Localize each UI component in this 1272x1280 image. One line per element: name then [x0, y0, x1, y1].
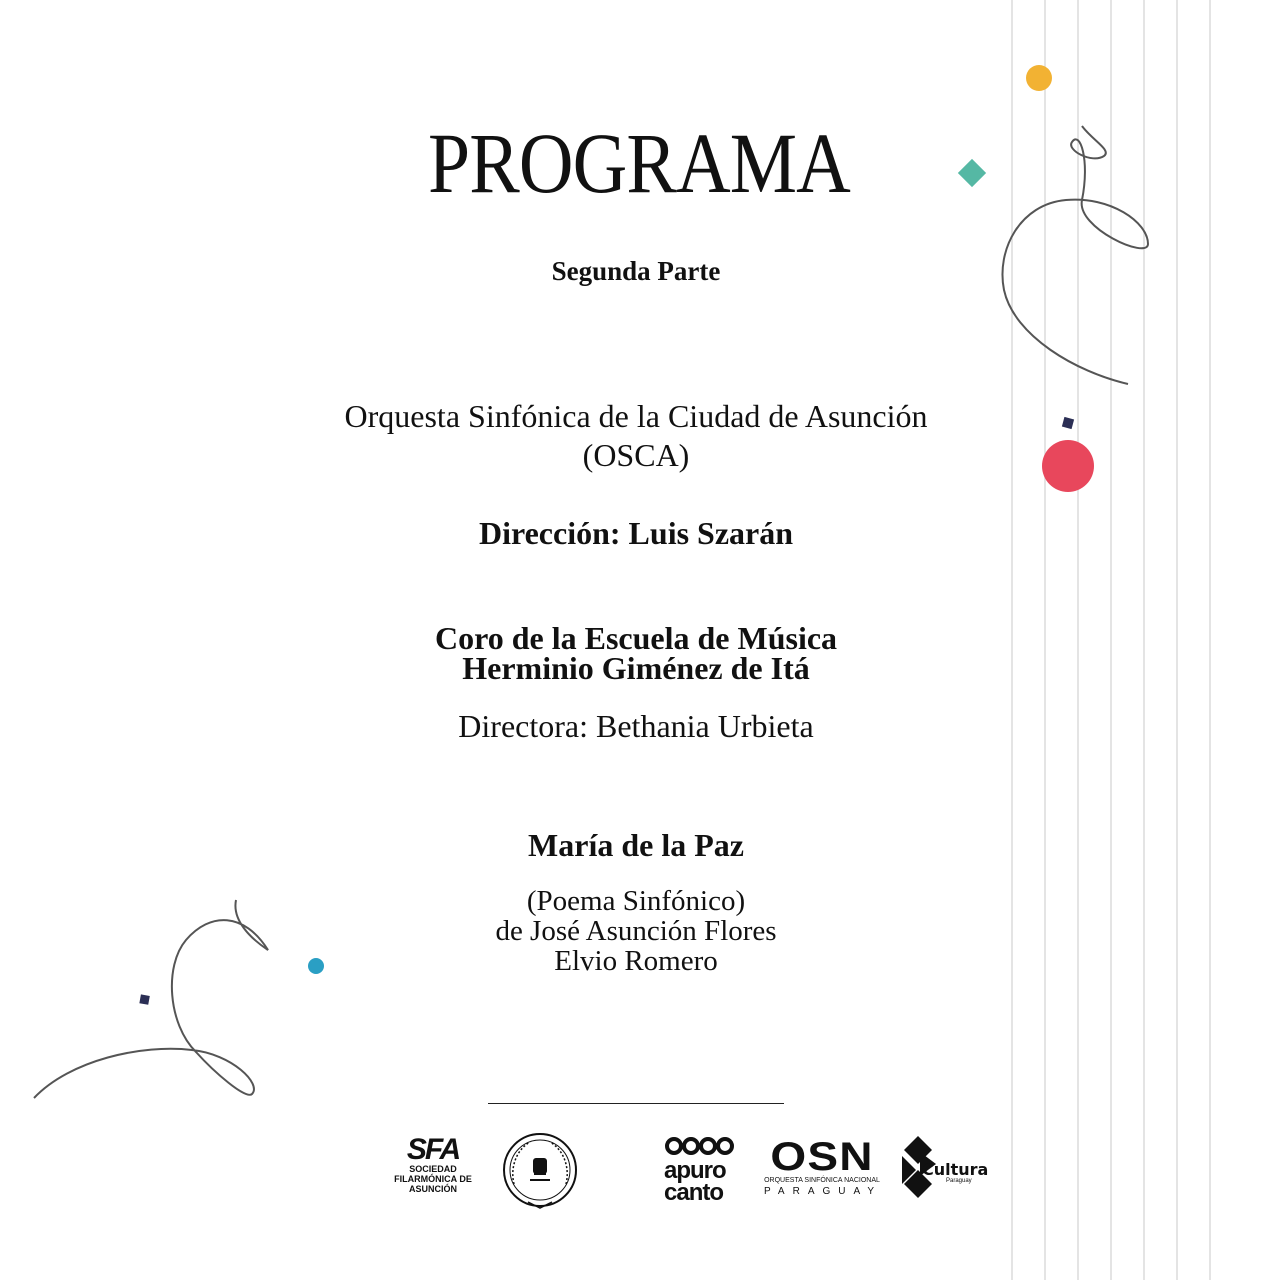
- orchestra-abbrev: (OSCA): [582, 437, 690, 473]
- osn-text-line2: PARAGUAY: [764, 1186, 883, 1197]
- work-title: María de la Paz: [528, 827, 744, 863]
- orchestra-name: Orquesta Sinfónica de la Ciudad de Asunción: [344, 398, 928, 434]
- canto-text: canto: [664, 1179, 724, 1206]
- cultura-subtext: Paraguay: [946, 1178, 972, 1184]
- choir-director: Directora: Bethania Urbieta: [458, 708, 814, 744]
- apuro-canto-icon: [664, 1136, 736, 1156]
- footer-divider: [488, 1103, 784, 1104]
- cultura-logo: [898, 1134, 994, 1204]
- sfa-mark: SFA: [406, 1133, 460, 1166]
- apuro-text: apuro: [664, 1157, 726, 1184]
- yellow-dot: [1026, 65, 1052, 91]
- work-composer: de José Asunción Flores: [495, 915, 777, 947]
- sfa-text-line3: ASUNCIÓN: [408, 1184, 457, 1194]
- sfa-logo: [393, 1133, 473, 1206]
- work-poet: Elvio Romero: [554, 945, 718, 977]
- cultura-text: Cultura: [922, 1160, 989, 1179]
- page-title: PROGRAMA: [428, 115, 850, 211]
- sfa-text-line2: FILARMÓNICA DE: [394, 1174, 472, 1184]
- navy-square-left: [139, 994, 149, 1004]
- apuro-canto-logo: [664, 1136, 740, 1206]
- osn-text-line1: ORQUESTA SINFÓNICA NACIONAL: [764, 1177, 880, 1184]
- section-subtitle: Segunda Parte: [551, 256, 721, 286]
- osn-logo: [764, 1135, 883, 1204]
- ateneo-seal-logo: [500, 1128, 580, 1212]
- choir-name-line1: Coro de la Escuela de Música: [434, 620, 838, 656]
- choir-name-line2: Herminio Giménez de Itá: [462, 650, 810, 686]
- orchestra-direction: Dirección: Luis Szarán: [478, 515, 794, 551]
- osn-mark: OSN: [770, 1135, 874, 1179]
- sfa-text-line1: SOCIEDAD: [409, 1164, 457, 1174]
- work-genre: (Poema Sinfónico): [526, 885, 746, 917]
